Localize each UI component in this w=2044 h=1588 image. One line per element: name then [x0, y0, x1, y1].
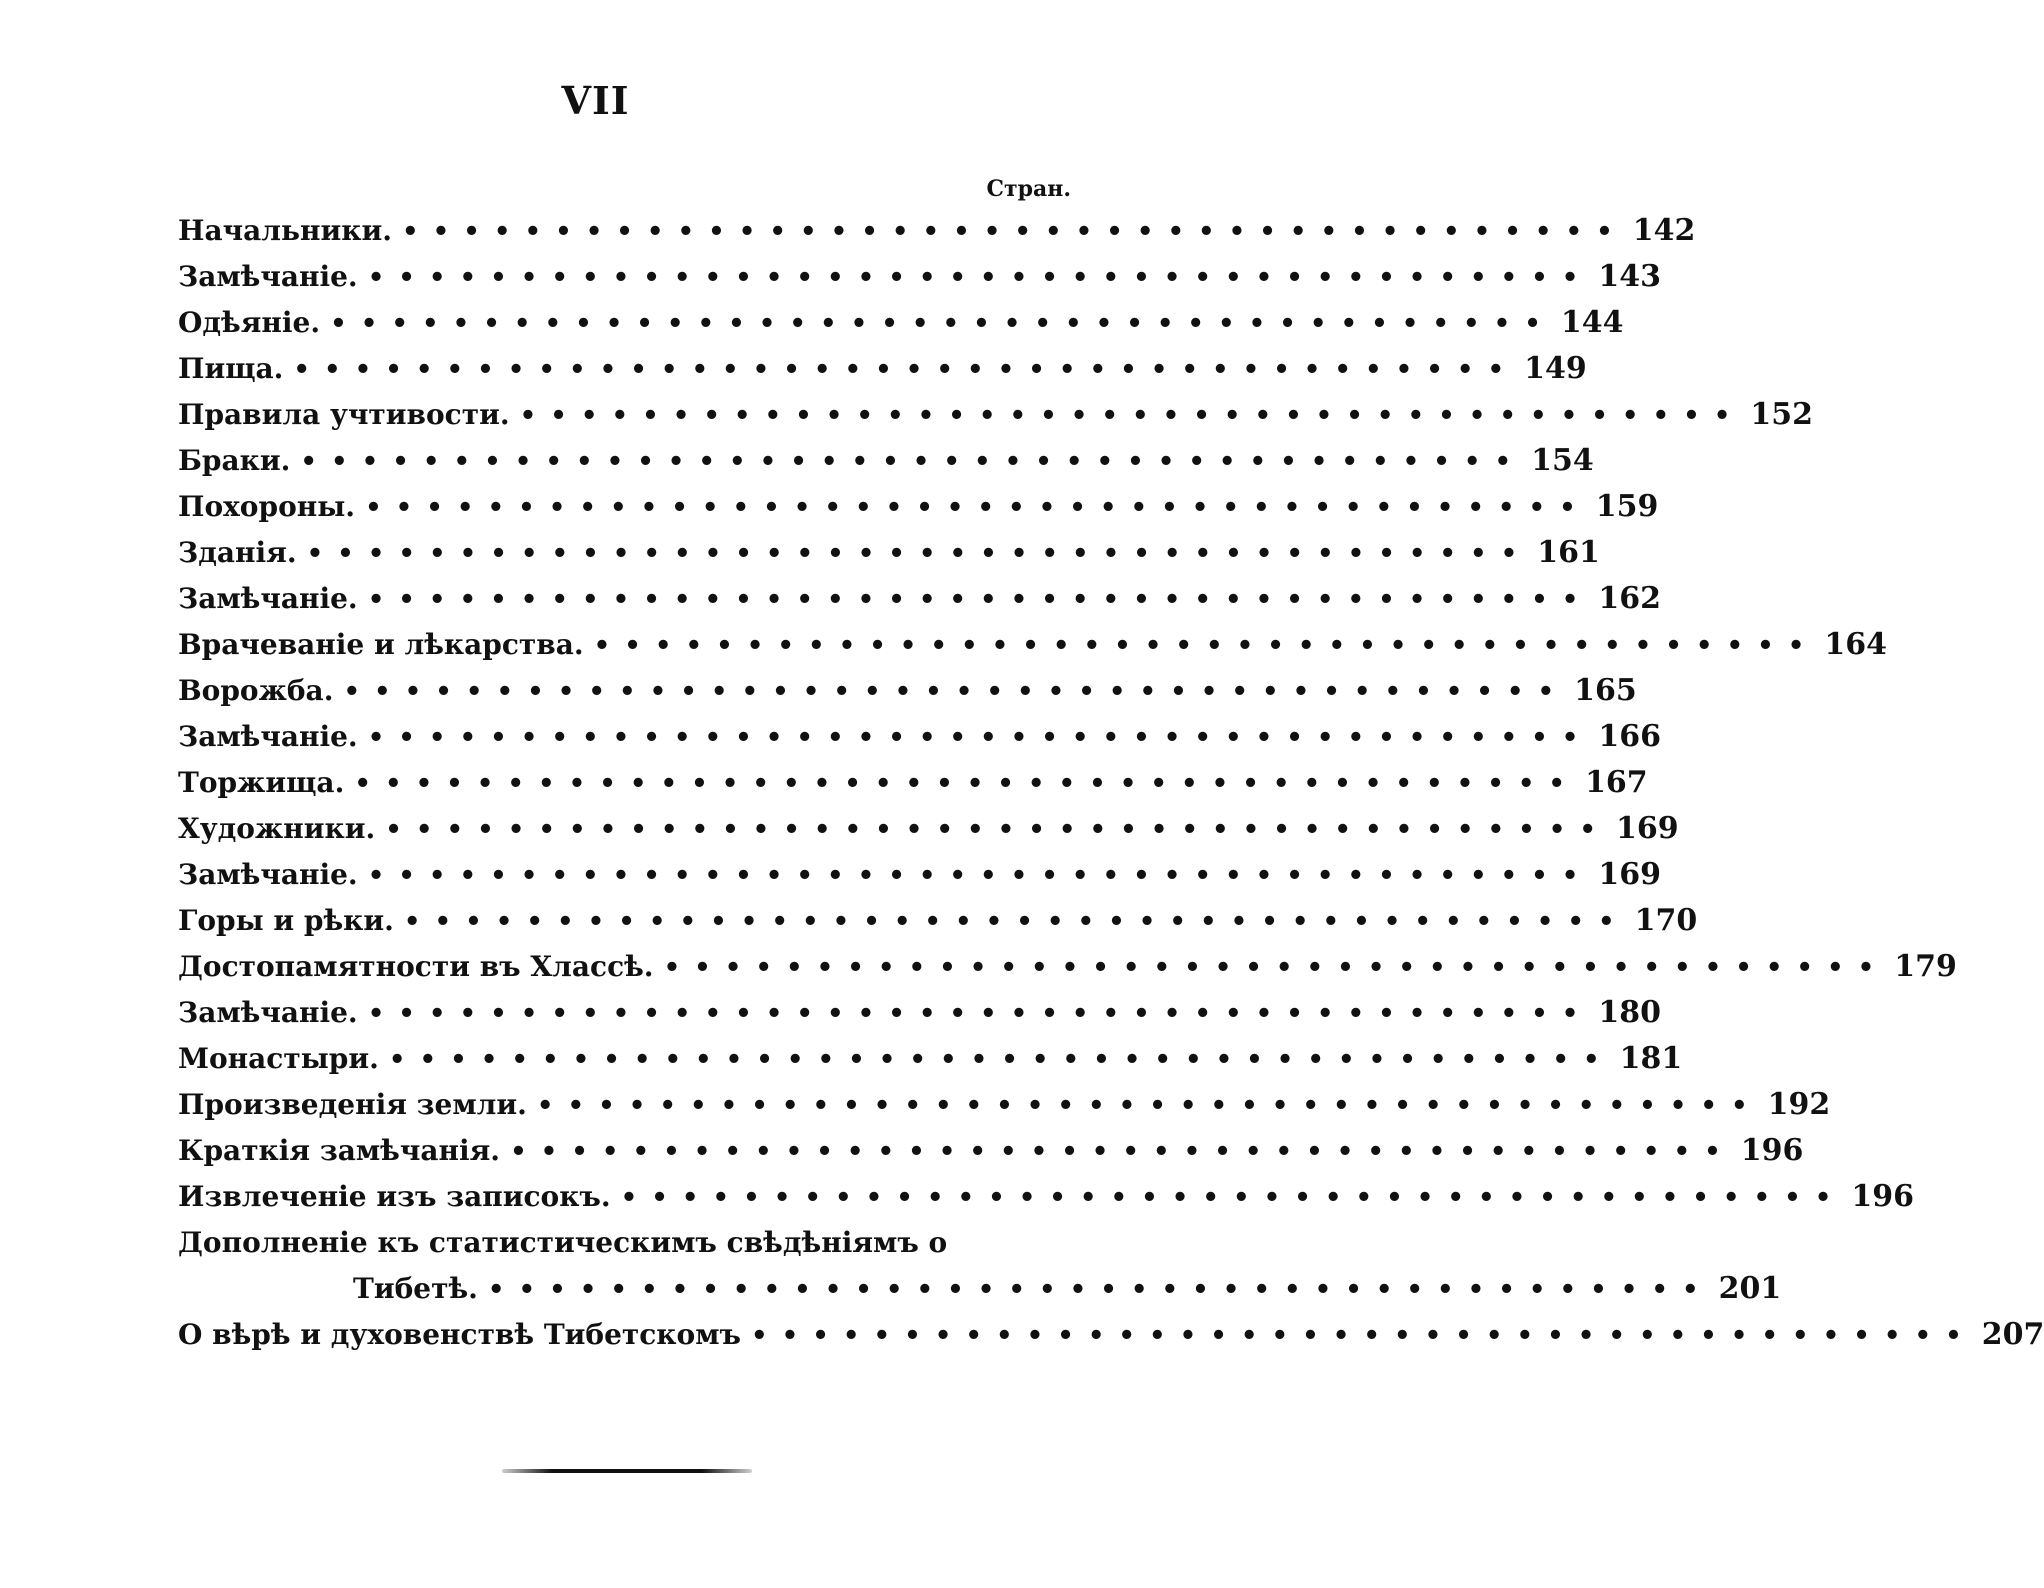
dot-leader: ••••••••••••••••••••••••••••••••••••••••	[388, 1045, 1614, 1075]
dot-leader: ••••••••••••••••••••••••••••••••••••••••	[385, 815, 1610, 845]
toc-entry	[178, 944, 1957, 990]
toc-entry	[178, 576, 1662, 622]
toc-entry-title: Одѣяніе.	[178, 306, 321, 339]
page-column-header: Стран.	[986, 176, 1071, 202]
toc-entry-page: 149	[1524, 351, 1587, 386]
toc-entry-title: Замѣчаніе.	[178, 260, 358, 293]
toc-entry	[178, 806, 1679, 852]
dot-leader: ••••••••••••••••••••••••••••••••••••••••	[300, 447, 1526, 477]
toc-entry	[178, 1128, 1804, 1174]
toc-entry-title: Ворожба.	[178, 674, 334, 707]
toc-entry-title: Похороны.	[178, 490, 356, 523]
toc-entry-page: 196	[1740, 1133, 1804, 1168]
dot-leader: ••••••••••••••••••••••••••••••••••••••••	[663, 953, 1889, 983]
dot-leader: ••••••••••••••••••••••••••••••••••••••••	[330, 309, 1555, 339]
page-number: VII	[561, 78, 630, 123]
table-of-contents	[178, 208, 2044, 1358]
toc-entry-page: 142	[1632, 213, 1696, 248]
toc-entry-title: Тибетѣ.	[353, 1272, 478, 1305]
toc-entry-title: Замѣчаніе.	[178, 582, 358, 615]
toc-entry-page: 170	[1634, 903, 1698, 938]
toc-entry-page: 143	[1598, 259, 1662, 294]
toc-entry-title: Браки.	[178, 444, 291, 477]
toc-entry-page: 162	[1598, 581, 1662, 616]
toc-entry-page: 169	[1616, 811, 1679, 846]
toc-entry-page: 166	[1598, 719, 1662, 754]
dot-leader: ••••••••••••••••••••••••••••••••••••••••	[367, 263, 1593, 293]
toc-entry-page: 181	[1619, 1041, 1683, 1076]
toc-entry-title: Дополненіе къ статистическимъ свѣдѣніямъ о	[178, 1226, 948, 1259]
dot-leader: ••••••••••••••••••••••••••••••••••••••••	[354, 769, 1580, 799]
dot-leader: ••••••••••••••••••••••••••••••••••••••••	[365, 493, 1590, 523]
toc-entry-title: Монастыри.	[178, 1042, 379, 1075]
toc-entry	[178, 1082, 1831, 1128]
toc-entry-page: 207	[1981, 1317, 2044, 1352]
toc-entry-page: 167	[1585, 765, 1648, 800]
toc-entry-page: 144	[1560, 305, 1624, 340]
toc-entry	[178, 852, 1662, 898]
toc-entry	[178, 484, 1659, 530]
toc-entry-title: Пища.	[178, 352, 284, 385]
toc-entry	[178, 346, 1587, 392]
toc-entry	[178, 714, 1662, 760]
toc-entry-title: Правила учтивости.	[178, 398, 510, 431]
dot-leader: ••••••••••••••••••••••••••••••••••••••••	[293, 355, 1519, 385]
ornamental-rule	[502, 1469, 752, 1473]
dot-leader: ••••••••••••••••••••••••••••••••••••••••	[536, 1091, 1762, 1121]
toc-entry-title: Краткія замѣчанія.	[178, 1134, 501, 1167]
toc-entry-page: 152	[1750, 397, 1813, 432]
dot-leader: ••••••••••••••••••••••••••••••••••••••••	[510, 1137, 1735, 1167]
toc-entry-page: 154	[1531, 443, 1594, 478]
toc-entry-title: Замѣчаніе.	[178, 858, 358, 891]
toc-entry-title: Достопамятности въ Хлассѣ.	[178, 950, 654, 983]
dot-leader: ••••••••••••••••••••••••••••••••••••••••	[593, 631, 1819, 661]
toc-entry	[178, 530, 1600, 576]
toc-entry	[178, 300, 1624, 346]
toc-entry	[178, 208, 1696, 254]
toc-entry-title: Начальники.	[178, 214, 392, 247]
toc-entry-title: Произведенія земли.	[178, 1088, 527, 1121]
toc-entry-page: 164	[1824, 627, 1887, 662]
toc-entry-title: Художники.	[178, 812, 376, 845]
toc-entry	[178, 668, 1637, 714]
dot-leader: ••••••••••••••••••••••••••••••••••••••••	[620, 1183, 1846, 1213]
dot-leader: ••••••••••••••••••••••••••••••••••••••••	[401, 217, 1627, 247]
toc-entry-page: 180	[1598, 995, 1662, 1030]
dot-leader: ••••••••••••••••••••••••••••••••••••••••	[306, 539, 1532, 569]
dot-leader: ••••••••••••••••••••••••••••••••••••••••	[367, 861, 1593, 891]
toc-entry	[178, 1174, 1915, 1220]
toc-entry	[178, 760, 1648, 806]
dot-leader: ••••••••••••••••••••••••••••••••••••••••	[367, 999, 1593, 1029]
dot-leader: ••••••••••••••••••••••••••••••••••••••••	[367, 585, 1593, 615]
toc-entry	[178, 1036, 1683, 1082]
toc-entry	[178, 990, 1662, 1036]
toc-entry-page: 161	[1537, 535, 1600, 570]
toc-entry	[178, 1312, 2044, 1358]
dot-leader: ••••••••••••••••••••••••••••••••••••••••	[403, 907, 1629, 937]
toc-entry-page: 201	[1718, 1271, 1782, 1306]
toc-entry	[178, 254, 1662, 300]
toc-entry-title: Горы и рѣки.	[178, 904, 394, 937]
toc-entry	[178, 898, 1698, 944]
toc-entry-title: Замѣчаніе.	[178, 720, 358, 753]
toc-entry-title: Врачеваніе и лѣкарства.	[178, 628, 584, 661]
toc-entry	[178, 622, 1887, 668]
toc-entry	[178, 438, 1594, 484]
toc-entry-title: Зданія.	[178, 536, 297, 569]
dot-leader: ••••••••••••••••••••••••••••••••••••••••	[343, 677, 1569, 707]
dot-leader: ••••••••••••••••••••••••••••••••••••••••	[519, 401, 1745, 431]
toc-entry-page: 192	[1767, 1087, 1831, 1122]
toc-entry-page: 196	[1851, 1179, 1915, 1214]
toc-entry	[178, 1266, 1782, 1312]
toc-entry-title: Извлеченіе изъ записокъ.	[178, 1180, 611, 1213]
toc-entry-title: Торжища.	[178, 766, 345, 799]
toc-entry	[178, 1220, 1063, 1266]
toc-entry-title: Замѣчаніе.	[178, 996, 358, 1029]
dot-leader: ••••••••••••••••••••••••••••••••••••••••	[751, 1321, 1976, 1351]
toc-entry	[178, 392, 1813, 438]
toc-entry-page: 179	[1894, 949, 1957, 984]
toc-entry-title: О вѣрѣ и духовенствѣ Тибетскомъ	[178, 1318, 742, 1351]
dot-leader: ••••••••••••••••••••••••••••••••••••••••	[487, 1275, 1713, 1305]
toc-entry-page: 159	[1595, 489, 1659, 524]
toc-entry-page: 169	[1598, 857, 1662, 892]
dot-leader: ••••••••••••••••••••••••••••••••••••••••	[367, 723, 1593, 753]
toc-entry-page: 165	[1574, 673, 1637, 708]
